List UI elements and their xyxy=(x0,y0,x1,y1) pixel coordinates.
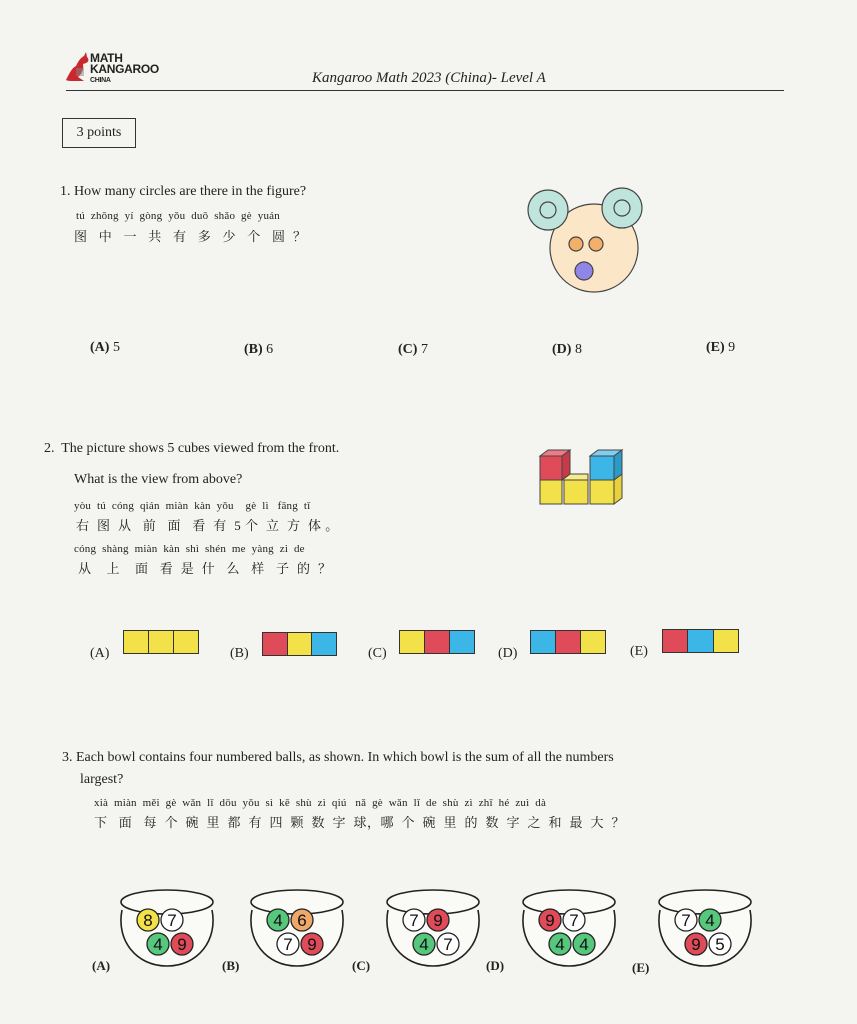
q2-option-a-letter[interactable]: (A) xyxy=(90,646,110,661)
q1-option-b[interactable] xyxy=(244,342,273,358)
ball xyxy=(563,909,585,931)
q3-pinyin: xià miàn měi gè wǎn lǐ dōu yǒu sì kē shù zì qiú nǎ gè wǎn lǐ de shù zì zhī hé zuì dà xyxy=(94,797,547,809)
q2-pinyin-1: yòu tú cóng qián miàn kàn yǒu gè lì fāng tǐ xyxy=(74,500,311,512)
q2-a-cell-1 xyxy=(124,631,149,653)
q1-option-a-value: 5 xyxy=(112,340,120,355)
ball xyxy=(161,909,183,931)
q3-option-b-letter[interactable]: (B) xyxy=(222,958,240,973)
ball xyxy=(137,909,159,931)
ball xyxy=(539,909,561,931)
ball xyxy=(301,933,323,955)
q1-option-b-value: 6 xyxy=(266,342,274,357)
q3-text xyxy=(62,749,782,767)
ball xyxy=(573,933,595,955)
q3-question-cont: largest? xyxy=(80,772,124,787)
q1-option-a[interactable] xyxy=(90,340,120,356)
q1-option-d[interactable] xyxy=(552,342,582,358)
ball-number: 7 xyxy=(569,911,579,930)
q2-option-d-letter[interactable]: (D) xyxy=(498,646,518,661)
ball xyxy=(675,909,697,931)
right-eye-circle xyxy=(589,237,603,251)
ball xyxy=(403,909,425,931)
q1-option-c-letter: (C) xyxy=(398,342,418,357)
bowl-a[interactable] xyxy=(112,880,222,970)
q2-d-cell-1 xyxy=(531,631,556,653)
ball-number: 7 xyxy=(443,935,453,954)
q1-option-c-value: 7 xyxy=(420,342,428,357)
q2-c-cell-1 xyxy=(400,631,425,653)
q2-e-cell-3 xyxy=(714,630,738,652)
ball-number: 8 xyxy=(143,911,153,930)
q2-subquestion: What is the view from above? xyxy=(74,472,243,487)
q2-b-cell-1 xyxy=(263,633,288,655)
q1-number: 1. xyxy=(60,184,71,199)
ball-number: 6 xyxy=(297,911,307,930)
q2-option-b-letter[interactable]: (B) xyxy=(230,646,249,661)
ball xyxy=(277,933,299,955)
ball-number: 7 xyxy=(681,911,691,930)
ball-number: 4 xyxy=(419,935,429,954)
ball xyxy=(685,933,707,955)
q1-chinese: 图 中 一 共 有 多 少 个 圆 ？ xyxy=(74,229,307,244)
q2-option-e-letter[interactable]: (E) xyxy=(630,644,648,659)
bowl-d[interactable] xyxy=(514,880,624,970)
q2-question: The picture shows 5 cubes viewed from the front. xyxy=(61,441,340,456)
ball-number: 9 xyxy=(545,911,555,930)
q2-e-cell-1 xyxy=(663,630,688,652)
q2-text xyxy=(44,440,339,458)
ball-number: 9 xyxy=(177,935,187,954)
q1-option-d-value: 8 xyxy=(574,342,582,357)
logo-line-2: KANGAROO xyxy=(90,62,159,76)
q1-option-d-letter: (D) xyxy=(552,342,572,357)
q1-text xyxy=(60,183,306,201)
ball xyxy=(413,933,435,955)
q1-option-e[interactable] xyxy=(706,340,735,356)
bowl-e[interactable] xyxy=(650,880,760,970)
logo-line-1: MATH xyxy=(90,51,123,65)
ball-number: 4 xyxy=(579,935,589,954)
q3-number: 3. xyxy=(62,750,73,765)
bowl-b[interactable] xyxy=(242,880,352,970)
q2-option-b-strip[interactable] xyxy=(262,632,337,656)
right-ear-inner-circle xyxy=(614,200,630,216)
q3-option-e-letter[interactable]: (E) xyxy=(632,960,650,975)
left-ear-inner-circle xyxy=(540,202,556,218)
q1-question: How many circles are there in the figure? xyxy=(74,184,307,199)
q2-number: 2. xyxy=(44,441,55,456)
points-label: 3 points xyxy=(76,125,122,140)
q1-option-e-letter: (E) xyxy=(706,340,725,355)
logo-line-3: CHINA xyxy=(90,77,111,84)
q2-option-c-letter[interactable]: (C) xyxy=(368,646,387,661)
ball xyxy=(437,933,459,955)
q3-option-d-letter[interactable]: (D) xyxy=(486,958,505,973)
ball-number: 5 xyxy=(715,935,725,954)
ball-number: 7 xyxy=(409,911,419,930)
ball-number: 4 xyxy=(705,911,715,930)
q1-option-a-letter: (A) xyxy=(90,340,110,355)
q3-option-a-letter[interactable]: (A) xyxy=(92,958,111,973)
q1-pinyin: tú zhōng yí gòng yǒu duō shǎo gè yuán xyxy=(76,210,280,222)
ball-number: 9 xyxy=(307,935,317,954)
q2-c-cell-2 xyxy=(425,631,450,653)
ball-number: 9 xyxy=(433,911,443,930)
q2-a-cell-2 xyxy=(149,631,174,653)
ball-number: 4 xyxy=(555,935,565,954)
q2-d-cell-2 xyxy=(556,631,581,653)
q2-b-cell-2 xyxy=(288,633,313,655)
kangaroo-icon xyxy=(62,50,92,84)
q2-cubes-figure xyxy=(534,442,630,508)
q3-question: Each bowl contains four numbered balls, as shown. In which bowl is the sum of all the numbers xyxy=(76,750,614,765)
ball xyxy=(291,909,313,931)
ball xyxy=(699,909,721,931)
ball-number: 4 xyxy=(153,935,163,954)
q1-mouse-figure xyxy=(522,182,658,296)
q2-option-c-strip[interactable] xyxy=(399,630,475,654)
ball xyxy=(267,909,289,931)
ball-number: 9 xyxy=(691,935,701,954)
q2-b-cell-3 xyxy=(312,633,336,655)
ball-number: 7 xyxy=(283,935,293,954)
page-title: Kangaroo Math 2023 (China)- Level A xyxy=(312,70,546,86)
ball xyxy=(427,909,449,931)
q2-c-cell-3 xyxy=(450,631,474,653)
ball xyxy=(549,933,571,955)
left-eye-circle xyxy=(569,237,583,251)
q2-option-e-strip[interactable] xyxy=(662,629,739,653)
bowl-c[interactable] xyxy=(378,880,488,970)
q1-option-b-letter: (B) xyxy=(244,342,263,357)
ball xyxy=(709,933,731,955)
q3-option-c-letter[interactable]: (C) xyxy=(352,958,371,973)
ball xyxy=(147,933,169,955)
mouth-circle xyxy=(575,262,593,280)
ball-number: 4 xyxy=(273,911,283,930)
q1-option-c[interactable] xyxy=(398,342,428,358)
q2-chinese-2: 从 上 面 看 是 什 么 样 子 的 ？ xyxy=(78,561,332,576)
points-box xyxy=(62,118,136,148)
q2-chinese-1: 右 图 从 前 面 看 有 5 个 立 方 体 。 xyxy=(76,518,339,533)
q3-chinese: 下 面 每 个 碗 里 都 有 四 颗 数 字 球，哪 个 碗 里 的 数 字 之 和 最 大 ？ xyxy=(94,815,626,830)
q2-e-cell-2 xyxy=(688,630,713,652)
ball-number: 7 xyxy=(167,911,177,930)
math-kangaroo-logo xyxy=(62,50,182,86)
q2-d-cell-3 xyxy=(581,631,605,653)
q2-pinyin-2: cóng shàng miàn kàn shì shén me yàng zi de xyxy=(74,543,305,555)
header-divider xyxy=(66,90,784,91)
q1-option-e-value: 9 xyxy=(728,340,736,355)
q2-option-a-strip[interactable] xyxy=(123,630,199,654)
q2-a-cell-3 xyxy=(174,631,198,653)
ball xyxy=(171,933,193,955)
q2-option-d-strip[interactable] xyxy=(530,630,606,654)
